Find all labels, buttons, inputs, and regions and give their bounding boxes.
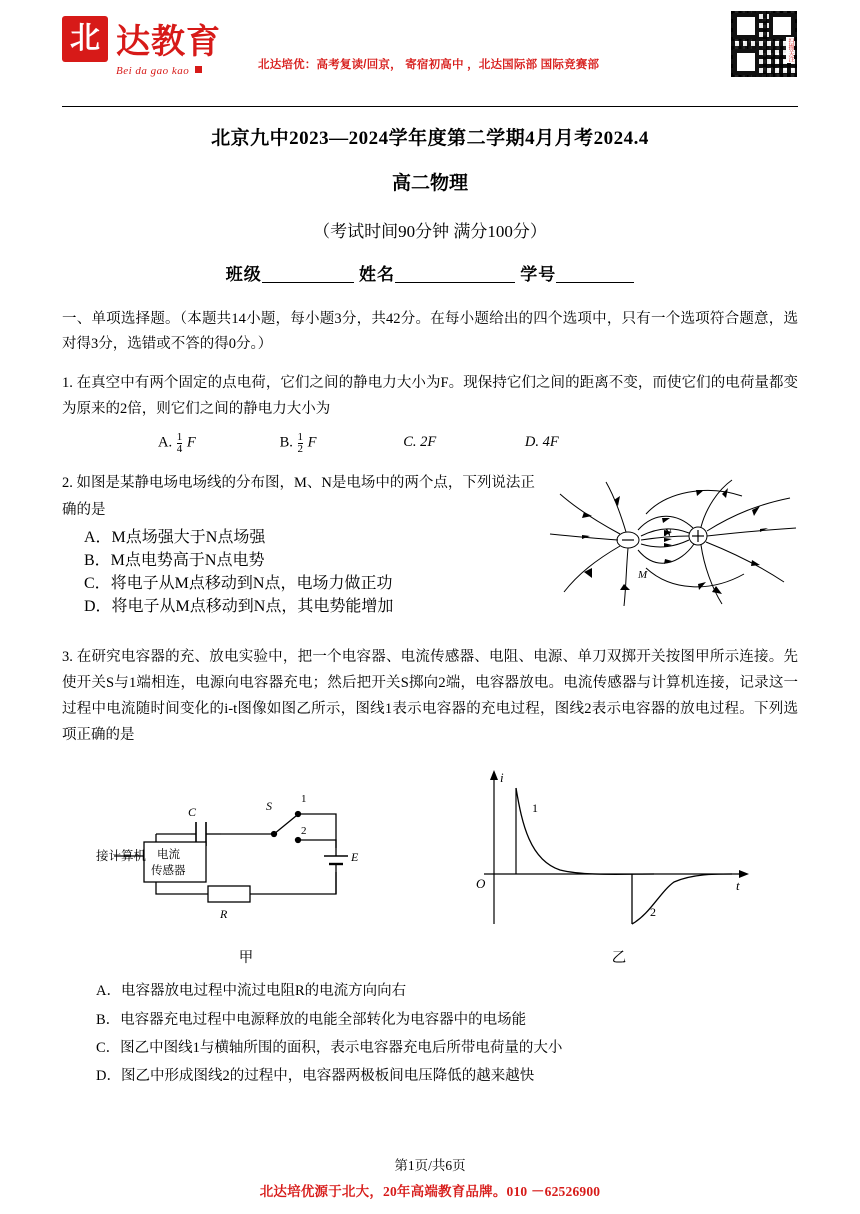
question-2-number: 2. (62, 475, 73, 492)
question-2-option-d[interactable]: D．将电子从M点移动到N点，其电势能增加 (84, 597, 394, 615)
page-header (62, 0, 798, 104)
student-fields (62, 260, 798, 285)
question-1 (62, 370, 798, 422)
field-label-m: M (638, 569, 648, 582)
circuit-figure (96, 764, 396, 967)
circuit-label-sensor-1: 电流 (157, 849, 180, 862)
field-label-class: 班级 (225, 265, 262, 284)
exam-info: （考试时间90分钟 满分100分） (313, 222, 547, 241)
question-1-option-b[interactable] (280, 432, 400, 456)
circuit-label-1: 1 (301, 793, 307, 806)
option-b-symbol: F (307, 434, 317, 451)
qr-code-icon (730, 10, 798, 78)
logo-seal-icon: 北 (62, 16, 108, 62)
page-number: 第1页/共6页 (394, 1158, 466, 1173)
electric-field-figure (546, 474, 798, 614)
graph-label-t: t (736, 878, 740, 894)
field-blank-id[interactable] (556, 282, 634, 283)
field-blank-name[interactable] (395, 282, 515, 283)
field-label-n: N (664, 527, 672, 540)
page-footer (0, 1154, 860, 1200)
question-3-option-b[interactable]: B．电容器充电过程中电源释放的电能全部转化为电容器中的电场能 (96, 1011, 527, 1028)
field-blank-class[interactable] (262, 282, 354, 283)
circuit-label-c: C (188, 805, 197, 820)
question-3-stem: 在研究电容器的充、放电实验中，把一个电容器、电流传感器、电阻、电源、单刀双掷开关按图甲所示连接。先使开关S与1端相连，电源向电容器充电；然后把开关S掷向2端，电容器放电。电流传感器与计算机连接，记录这一过程中电流随时间变化的i-t图像如图乙所示，图线1表示电容器的充电过程，图线2表示电容器的放电过程。下列选项正确的是 (62, 649, 799, 744)
circuit-label-2: 2 (301, 825, 307, 838)
question-2 (62, 470, 798, 620)
question-3-options (62, 977, 566, 1090)
field-label-id: 学号 (520, 265, 557, 284)
question-3-option-d[interactable]: D．图乙中形成图线2的过程中，电容器两极板间电压降低的越来越快 (96, 1068, 535, 1085)
subject-title: 高二物理 (391, 173, 468, 194)
question-2-stem-wrap (62, 470, 542, 524)
question-3 (62, 644, 798, 748)
graph-label-origin: O (476, 876, 486, 892)
question-3-option-c[interactable]: C．图乙中图线1与横轴所围的面积，表示电容器充电后所带电荷量的大小 (96, 1039, 563, 1056)
option-b-letter: B. (279, 434, 293, 451)
field-label-name: 姓名 (359, 265, 395, 284)
question-2-option-b[interactable]: B．M点电势高于N点电势 (84, 551, 265, 569)
circuit-label-computer: 接计算机 (96, 849, 147, 864)
logo-wordmark: 达教育 (116, 22, 221, 62)
header-tagline: 北达培优：高考复读/回京， 寄宿初高中 ，北达国际部 国际竞赛部 (258, 59, 600, 71)
header-divider (62, 106, 798, 107)
question-3-figures (62, 764, 798, 967)
graph-curve-label-2: 2 (650, 905, 656, 920)
graph-curve-label-1: 1 (532, 801, 538, 816)
question-1-stem: 在真空中有两个固定的点电荷，它们之间的静电力大小为F。现保持它们之间的距离不变，而使它们的电荷量都变为原来的2倍，则它们之间的静电力大小为 (62, 374, 799, 417)
option-a-symbol: F (186, 434, 196, 451)
question-3-option-a[interactable]: A．电容器放电过程中流过电阻R的电流方向向右 (96, 983, 407, 1000)
question-1-option-d[interactable]: D. 4F (524, 434, 559, 451)
qr-label: 扫描关注 (787, 38, 793, 62)
graph-caption: 乙 (611, 950, 627, 967)
it-graph-figure (464, 764, 774, 967)
option-a-fraction: $\frac{1}{4}$ (176, 430, 183, 456)
logo-square-icon (195, 66, 202, 73)
option-a-letter: A. (158, 434, 173, 451)
circuit-label-e: E (351, 850, 359, 865)
circuit-caption: 甲 (238, 950, 254, 967)
question-2-options (62, 524, 554, 616)
question-2-option-c[interactable]: C．将电子从M点移动到N点，电场力做正功 (84, 574, 393, 592)
page-title: 北京九中2023—2024学年度第二学期4月月考2024.4 (211, 128, 649, 149)
circuit-label-r: R (220, 907, 228, 922)
question-3-number: 3. (62, 649, 73, 666)
graph-label-i: i (500, 770, 504, 786)
question-1-option-a[interactable] (158, 432, 276, 456)
question-1-options (62, 432, 798, 456)
question-2-option-a[interactable]: A．M点场强大于N点场强 (84, 528, 266, 546)
footer-ad: 北达培优源于北大，20年高端教育品牌。010 －62526900 (259, 1184, 601, 1199)
question-1-option-c[interactable]: C. 2F (403, 434, 437, 451)
circuit-label-sensor-2: 传感器 (151, 865, 186, 878)
section-heading: 一、单项选择题。（本题共14小题，每小题3分，共42分。在每小题给出的四个选项中，只有一个选项符合题意，选对得3分，选错或不答的得0分。） (62, 311, 798, 353)
option-b-fraction: $\frac{1}{2}$ (297, 430, 304, 456)
circuit-label-s: S (266, 799, 272, 814)
question-1-number: 1. (62, 374, 73, 391)
logo-pinyin-text: Bei da gao kao (116, 65, 190, 77)
question-2-stem: 如图是某静电场电场线的分布图，M、N是电场中的两个点，下列说法正确的是 (62, 475, 535, 518)
